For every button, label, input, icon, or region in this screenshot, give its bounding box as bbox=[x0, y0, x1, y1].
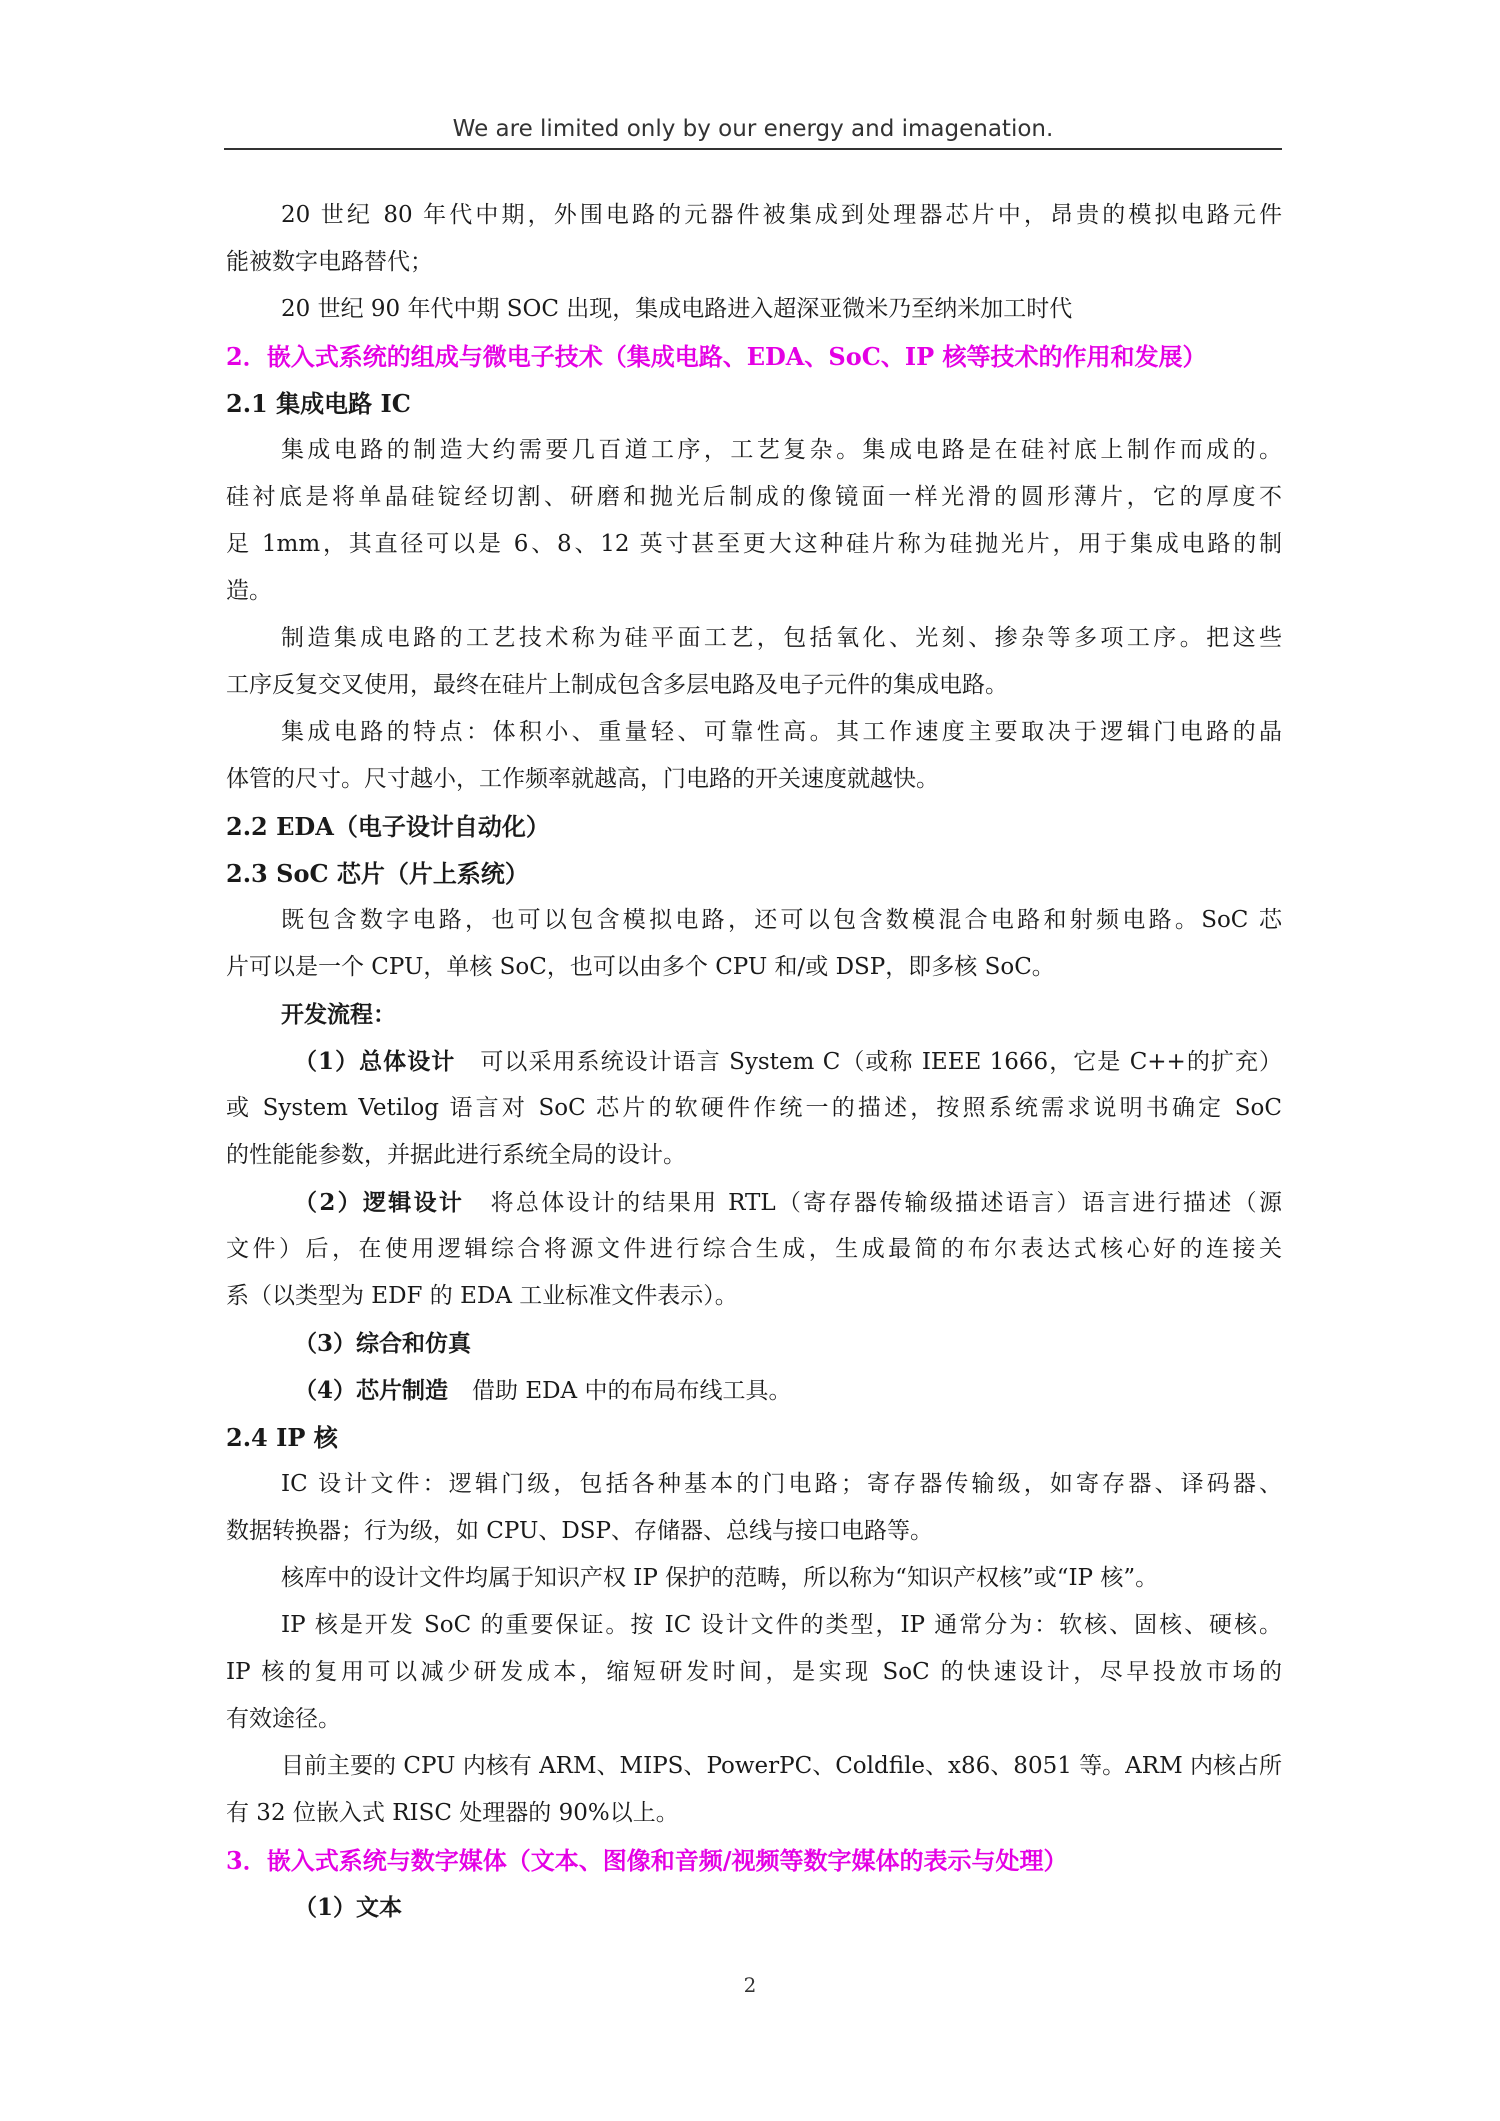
step-label: （3）综合和仿真 bbox=[294, 1330, 472, 1357]
step-text: 借助 EDA 中的布局布线工具。 bbox=[472, 1378, 792, 1404]
paragraph-line: 造。 bbox=[226, 578, 272, 604]
paragraph-line: 的性能能参数，并据此进行系统全局的设计。 bbox=[226, 1142, 686, 1168]
paragraph-line: 数据转换器；行为级，如 CPU、DSP、存储器、总线与接口电路等。 bbox=[226, 1518, 934, 1544]
header-rule bbox=[224, 148, 1282, 150]
paragraph-line: 能被数字电路替代； bbox=[226, 249, 433, 275]
page-number: 2 bbox=[743, 1973, 757, 1997]
step-text: 可以采用系统设计语言 System C（或称 IEEE 1666，它是 C++的扩充） bbox=[479, 1049, 1282, 1075]
paragraph-line: 或 System Vetilog 语言对 SoC 芯片的软硬件作统一的描述，按照系统需求说明书确定 SoC bbox=[226, 1095, 1282, 1121]
paragraph-line: 体管的尺寸。尺寸越小，工作频率就越高，门电路的开关速度就越快。 bbox=[226, 766, 939, 792]
paragraph-line: 系（以类型为 EDF 的 EDA 工业标准文件表示）。 bbox=[226, 1283, 738, 1309]
paragraph-line: 20 世纪 90 年代中期 SOC 出现，集成电路进入超深亚微米乃至纳米加工时代 bbox=[281, 296, 1073, 322]
step-line bbox=[226, 1038, 1282, 1085]
paragraph-line: IC 设计文件：逻辑门级，包括各种基本的门电路；寄存器传输级，如寄存器、译码器、 bbox=[281, 1471, 1282, 1497]
section-2-3-heading: 2.3 SoC 芯片（片上系统） bbox=[226, 859, 529, 888]
step-label: （1）总体设计 bbox=[294, 1048, 456, 1075]
paragraph-line: 既包含数字电路，也可以包含模拟电路，还可以包含数模混合电路和射频电路。SoC 芯 bbox=[281, 907, 1282, 933]
section-3-sub-heading: （1）文本 bbox=[294, 1894, 403, 1921]
paragraph-line: 硅衬底是将单晶硅锭经切割、研磨和抛光后制成的像镜面一样光滑的圆形薄片，它的厚度不 bbox=[226, 484, 1282, 510]
paragraph-line: 核库中的设计文件均属于知识产权 IP 保护的范畴，所以称为“知识产权核”或“IP 核”。 bbox=[281, 1565, 1159, 1591]
paragraph-line: 文件）后，在使用逻辑综合将源文件进行综合生成，生成最简的布尔表达式核心好的连接关 bbox=[226, 1236, 1282, 1262]
paragraph-line: 集成电路的制造大约需要几百道工序，工艺复杂。集成电路是在硅衬底上制作而成的。 bbox=[281, 437, 1282, 463]
paragraph-line: 片可以是一个 CPU，单核 SoC，也可以由多个 CPU 和/或 DSP，即多核 SoC。 bbox=[226, 954, 1055, 980]
section-3-heading: 3．嵌入式系统与数字媒体（文本、图像和音频/视频等数字媒体的表示与处理） bbox=[226, 1846, 1068, 1875]
section-2-heading: 2．嵌入式系统的组成与微电子技术（集成电路、EDA、SoC、IP 核等技术的作用和发展） bbox=[226, 342, 1207, 371]
paragraph-line: 20 世纪 80 年代中期，外围电路的元器件被集成到处理器芯片中，昂贵的模拟电路元件 bbox=[281, 202, 1282, 228]
step-line bbox=[226, 1367, 1282, 1414]
step-text: 将总体设计的结果用 RTL（寄存器传输级描述语言）语言进行描述（源 bbox=[488, 1190, 1282, 1216]
step-label: （2）逻辑设计 bbox=[294, 1189, 465, 1216]
section-2-4-heading: 2.4 IP 核 bbox=[226, 1423, 338, 1452]
section-2-2-heading: 2.2 EDA（电子设计自动化） bbox=[226, 812, 550, 841]
paragraph-line: 目前主要的 CPU 内核有 ARM、MIPS、PowerPC、Coldfile、x86、8051 等。ARM 内核占所 bbox=[281, 1753, 1282, 1779]
paragraph-line: IP 核是开发 SoC 的重要保证。按 IC 设计文件的类型，IP 通常分为：软核、固核、硬核。 bbox=[281, 1612, 1282, 1638]
step-label: （4）芯片制造 bbox=[294, 1377, 449, 1404]
step-line bbox=[226, 1179, 1282, 1226]
paragraph-line: 有 32 位嵌入式 RISC 处理器的 90%以上。 bbox=[226, 1800, 679, 1826]
paragraph-line: 有效途径。 bbox=[226, 1706, 341, 1732]
paragraph-line: 工序反复交叉使用，最终在硅片上制成包含多层电路及电子元件的集成电路。 bbox=[226, 672, 1008, 698]
paragraph-line: 集成电路的特点：体积小、重量轻、可靠性高。其工作速度主要取决于逻辑门电路的晶 bbox=[281, 719, 1282, 745]
paragraph-line: 足 1mm，其直径可以是 6、8、12 英寸甚至更大这种硅片称为硅抛光片，用于集成电路的制 bbox=[226, 531, 1282, 557]
running-header: We are limited only by our energy and imagenation. bbox=[452, 116, 1054, 142]
paragraph-line: IP 核的复用可以减少研发成本，缩短研发时间，是实现 SoC 的快速设计，尽早投放市场的 bbox=[226, 1659, 1282, 1685]
paragraph-line: 制造集成电路的工艺技术称为硅平面工艺，包括氧化、光刻、掺杂等多项工序。把这些 bbox=[281, 625, 1282, 651]
page-body bbox=[226, 192, 1282, 1931]
dev-flow-heading: 开发流程： bbox=[281, 1001, 396, 1028]
section-2-1-heading: 2.1 集成电路 IC bbox=[226, 389, 411, 418]
